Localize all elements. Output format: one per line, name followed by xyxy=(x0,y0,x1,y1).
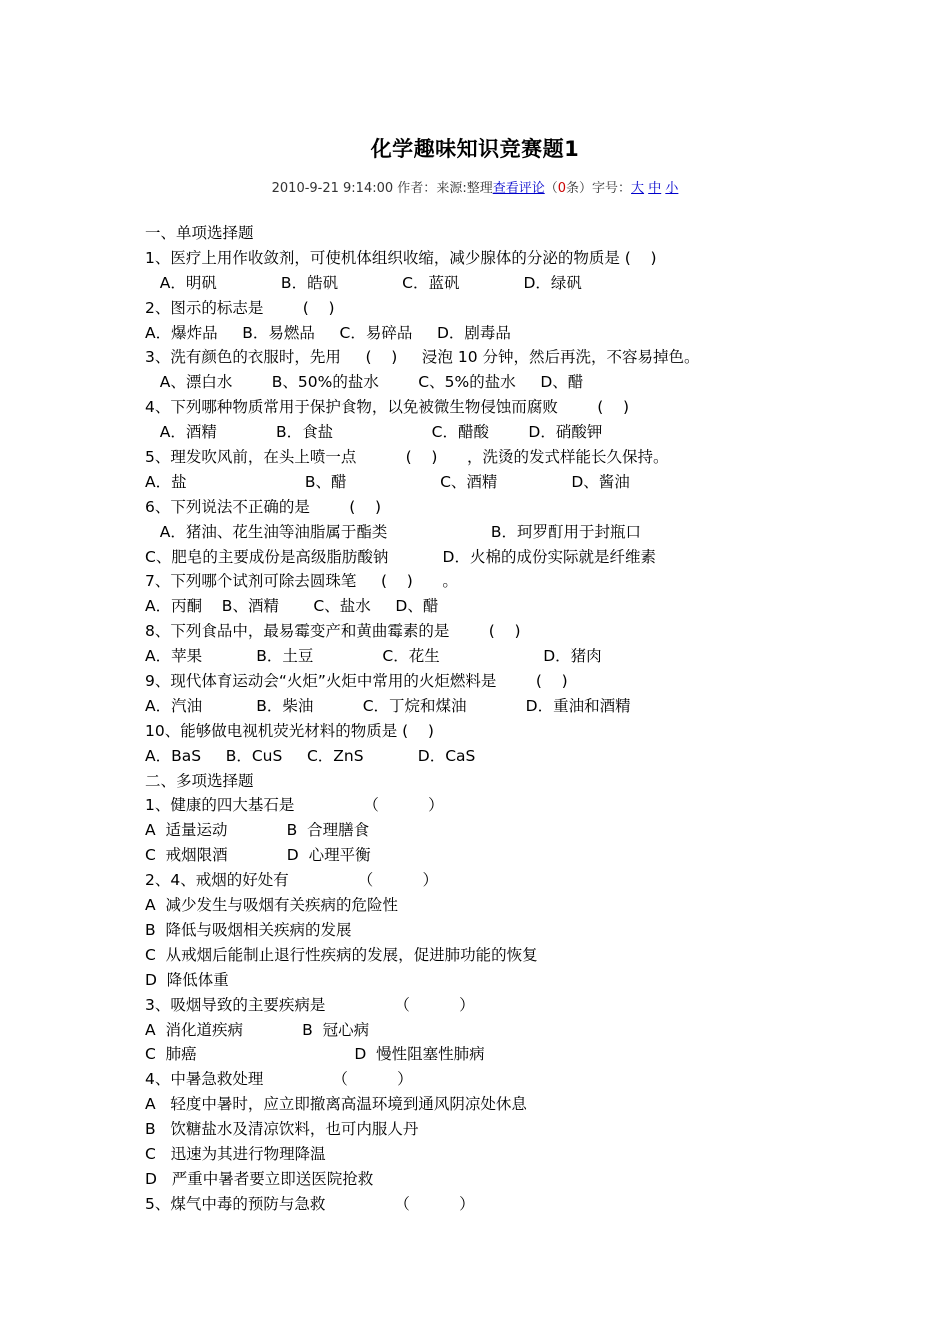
quiz-line: A．明矾 B．皓矾 C．蓝矾 D．绿矾 xyxy=(145,273,582,292)
quiz-line: A．BaS B．CuS C．ZnS D．CaS xyxy=(145,746,476,765)
quiz-line: A．苹果 B．土豆 C．花生 D．猪肉 xyxy=(145,647,602,666)
quiz-line: A．汽油 B．柴油 C．丁烷和煤油 D．重油和酒精 xyxy=(145,696,631,715)
quiz-line: 1、健康的四大基石是 （ ） xyxy=(145,796,444,815)
page-title: 化学趣味知识竞赛题1 xyxy=(370,137,580,161)
quiz-line: A．酒精 B．食盐 C．醋酸 D．硝酸钾 xyxy=(145,423,603,442)
quiz-line: A．猪油、花生油等油脂属于酯类 B．珂罗酊用于封瓶口 xyxy=(145,522,641,541)
quiz-line: 10、能够做电视机荧光材料的物质是 ( ) xyxy=(145,721,434,740)
quiz-line: C 肺癌 D 慢性阻塞性肺病 xyxy=(145,1045,485,1064)
quiz-line: 4、下列哪种物质常用于保护食物，以免被微生物侵蚀而腐败 ( ) xyxy=(145,398,630,417)
comment-close: 条） xyxy=(566,181,593,196)
font-size-label: 字号： xyxy=(592,181,632,196)
quiz-line: A 消化道疾病 B 冠心病 xyxy=(145,1020,370,1039)
quiz-line: 2、图示的标志是 ( ) xyxy=(145,298,335,317)
font-size-small-link[interactable]: 小 xyxy=(665,181,679,196)
font-size-medium-link[interactable]: 中 xyxy=(648,181,662,196)
comment-open: （ xyxy=(544,181,558,196)
quiz-line: C 从戒烟后能制止退行性疾病的发展，促进肺功能的恢复 xyxy=(145,945,538,964)
article-meta xyxy=(0,177,950,196)
quiz-line: D 降低体重 xyxy=(145,970,229,989)
quiz-line: 4、中暑急救处理 （ ） xyxy=(145,1070,413,1089)
quiz-line: D 严重中暑者要立即送医院抢救 xyxy=(145,1169,374,1188)
quiz-line: C 戒烟限酒 D 心理平衡 xyxy=(145,846,371,865)
quiz-line: A 适量运动 B 合理膳食 xyxy=(145,821,370,840)
quiz-line: 一、单项选择题 xyxy=(145,224,254,242)
quiz-line: 5、煤气中毒的预防与急救 （ ） xyxy=(145,1194,475,1213)
author-label: 作者： xyxy=(397,181,437,196)
quiz-line: 7、下列哪个试剂可除去圆珠笔 ( ) 。 xyxy=(145,572,458,591)
quiz-line: 6、下列说法不正确的是 ( ) xyxy=(145,497,382,516)
comment-count: 0 xyxy=(557,181,567,196)
quiz-line: 5、理发吹风前，在头上喷一点 ( ) ，洗烫的发式样能长久保持。 xyxy=(145,448,669,467)
quiz-line: 1、医疗上用作收敛剂，可使机体组织收缩，减少腺体的分泌的物质是 ( ) xyxy=(145,248,657,267)
quiz-line: A．盐 B、醋 C、酒精 D、酱油 xyxy=(145,472,630,491)
quiz-line: 9、现代体育运动会“火炬”火炬中常用的火炬燃料是 ( ) xyxy=(145,672,568,691)
quiz-content xyxy=(145,221,845,1217)
font-size-large-link[interactable]: 大 xyxy=(631,181,645,196)
quiz-line: C、肥皂的主要成份是高级脂肪酸钠 D．火棉的成份实际就是纤维素 xyxy=(145,547,656,566)
quiz-line: A 轻度中暑时，应立即撤离高温环境到通风阴凉处休息 xyxy=(145,1095,527,1114)
quiz-line: A 减少发生与吸烟有关疾病的危险性 xyxy=(145,896,398,915)
quiz-line: A、漂白水 B、50%的盐水 C、5%的盐水 D、醋 xyxy=(145,373,584,392)
quiz-line: 3、吸烟导致的主要疾病是 （ ） xyxy=(145,995,475,1014)
quiz-line: 2、4、戒烟的好处有 （ ） xyxy=(145,871,438,890)
quiz-line: A．丙酮 B、酒精 C、盐水 D、醋 xyxy=(145,597,439,616)
quiz-line: A．爆炸品 B．易燃品 C．易碎品 D．剧毒品 xyxy=(145,323,511,342)
view-comments-link[interactable]: 查看评论 xyxy=(492,181,545,196)
quiz-line: C 迅速为其进行物理降温 xyxy=(145,1144,326,1163)
quiz-line: B 饮糖盐水及清凉饮料，也可内服人丹 xyxy=(145,1120,419,1139)
quiz-line: 3、洗有颜色的衣服时，先用 ( ) 浸泡 10 分钟，然后再洗，不容易掉色。 xyxy=(145,348,700,367)
quiz-line: 8、下列食品中，最易霉变产和黄曲霉素的是 ( ) xyxy=(145,622,521,641)
quiz-line: 二、多项选择题 xyxy=(145,771,254,790)
source-label: 来源:整理 xyxy=(436,181,493,196)
publish-datetime: 2010-9-21 9:14:00 xyxy=(271,181,394,196)
quiz-line: B 降低与吸烟相关疾病的发展 xyxy=(145,920,352,939)
